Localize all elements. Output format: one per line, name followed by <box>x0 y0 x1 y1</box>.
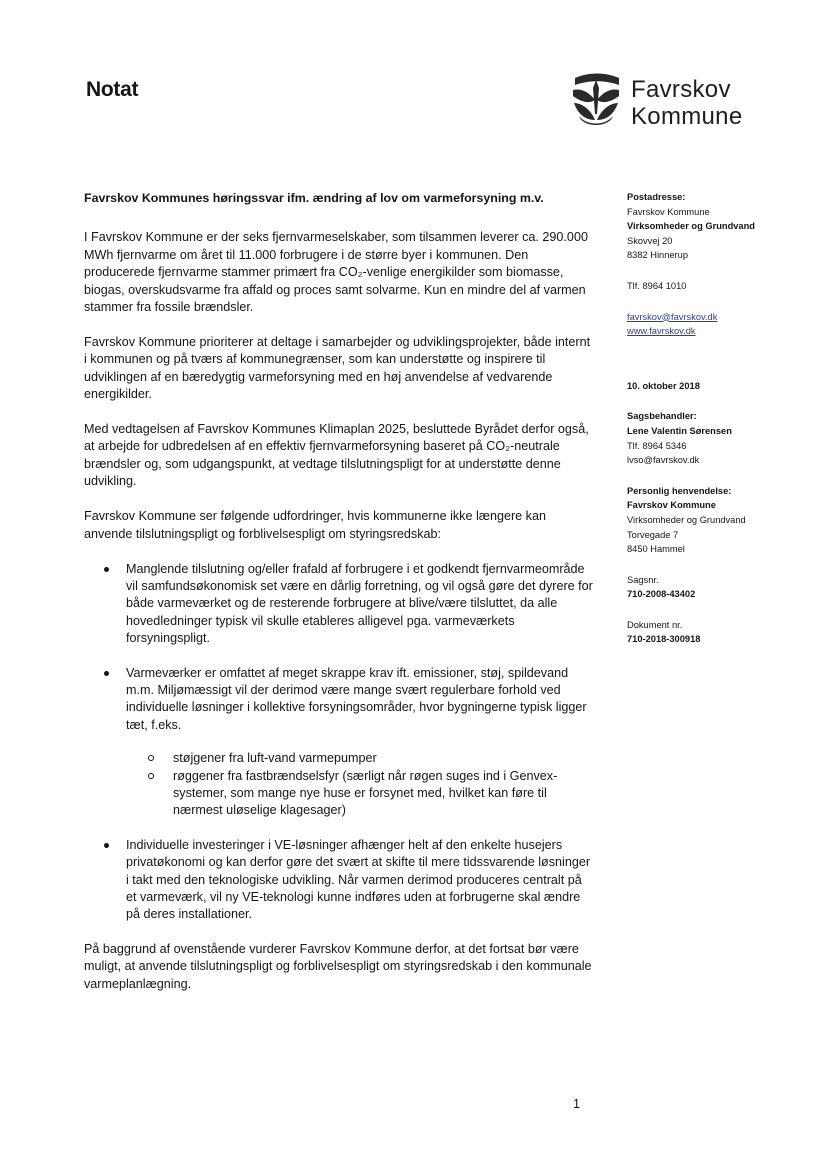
logo-line-2: Kommune <box>631 103 743 130</box>
document-number-label: Dokument nr. <box>627 619 683 630</box>
letter-heading: Favrskov Kommunes høringssvar ifm. ændring af lov om varmeforsyning m.v. <box>84 191 544 205</box>
document-type-title: Notat <box>86 78 139 101</box>
visit-line: 8450 Hammel <box>627 544 685 555</box>
postal-line: 8382 Hinnerup <box>627 250 688 261</box>
postal-label: Postadresse: <box>627 192 686 202</box>
postal-line: Favrskov Kommune <box>627 206 710 217</box>
sub-list <box>126 750 594 820</box>
sub-list-item: røggener fra fastbrændselsfyr (særligt når røgen suges ind i Genvex-systemer, som mange nye huse er forsynet med, hvilket kan føre til nærmest uløselige klagesager) <box>126 768 594 820</box>
case-number-label: Sagsnr. <box>627 574 659 585</box>
email-link[interactable]: favrskov@favrskov.dk <box>627 311 718 322</box>
bullet-text-3: Individuelle investeringer i VE-løsninger afhænger helt af den enkelte husejers privatøkonomi og kan derfor gøre det svært at skifte til mere tidssvarende løsninger i takt med den teknologiske udvikling. Når varmen derimod produceres centralt på et varmeværk, vil ny VE-teknologi kunne indføres uden at forbrugerne skal ændre på deres installationer. <box>126 837 591 922</box>
favrskov-logo <box>569 70 769 134</box>
letter-body <box>84 190 594 1011</box>
bullet-text-1: Manglende tilslutning og/eller frafald af forbrugere i et godkendt fjernvarmeområde vil samfundsøkonomisk set være en dårlig forretning, og vil også gøre det dyrere for både varmeværket og de resterende forbrugere at blive/være tilsluttet, da alle hovedledninger typisk vil skulle etableres alligevel pga. varmeværkets forsyningspligt. <box>126 561 593 646</box>
visit-line: Virksomheder og Grundvand <box>627 514 746 525</box>
phone-number: Tlf. 8964 1010 <box>627 280 687 291</box>
logo-line-1: Favrskov <box>631 76 731 103</box>
postal-address <box>627 190 817 263</box>
document-number: 710-2018-300918 <box>627 634 701 645</box>
postal-line: Skovvej 20 <box>627 235 673 246</box>
postal-line: Virksomheder og Grundvand <box>627 221 755 232</box>
sub-list-item: støjgener fra luft-vand varmepumper <box>126 750 594 767</box>
paragraph-2: Favrskov Kommune prioriterer at deltage i samarbejder og udviklingsprojekter, både internt i kommunen og på tværs af kommunegrænser, som kan understøtte og inspirere til udviklingen af en bæredygtig varmeforsyning med en høj anvendelse af vedvarende energikilder. <box>84 334 591 402</box>
logo-wordmark <box>631 76 742 130</box>
letter-date: 10. oktober 2018 <box>627 380 700 391</box>
challenge-list <box>84 561 594 924</box>
visit-line: Torvegade 7 <box>627 529 679 540</box>
paragraph-1: I Favrskov Kommune er der seks fjernvarmeselskaber, som tilsammen leverer ca. 290.000 MWh fjernvarme om året til 11.000 forbrugere i de større byer i kommunen. Den producerede fjernvarme stammer primært fra CO₂-venlige energikilder som biomasse, biogas, overskudsvarme fra affald og proces samt solvarme. Kun en mindre del af varmen stammer fra fossile brændsler. <box>84 230 588 315</box>
list-item <box>84 665 594 820</box>
page-number: 1 <box>573 1097 580 1111</box>
case-number: 710-2008-43402 <box>627 589 696 600</box>
website-link[interactable]: www.favrskov.dk <box>627 326 696 337</box>
paragraph-4: Favrskov Kommune ser følgende udfordringer, hvis kommunerne ikke længere kan anvende tilslutningspligt og forblivelsespligt om styringsredskab: <box>84 509 546 541</box>
paragraph-3: Med vedtagelsen af Favrskov Kommunes Klimaplan 2025, besluttede Byrådet derfor også, at arbejde for udbredelsen af en effektiv fjernvarmeforsyning baseret på CO₂-neutrale brændsler og, som udgangspunkt, at vedtage tilslutningspligt for at understøtte denne udvikling. <box>84 422 589 489</box>
visit-line: Favrskov Kommune <box>627 500 716 511</box>
visiting-address <box>627 484 817 557</box>
sidebar-contact <box>627 190 817 647</box>
handler-email: lvso@favrskov.dk <box>627 455 700 466</box>
paragraph-5: På baggrund af ovenstående vurderer Favrskov Kommune derfor, at det fortsat bør være muligt, at anvende tilslutningspligt og forblivelsespligt om styringsredskab i den kommunale varmeplanlægning. <box>84 941 592 991</box>
handler-label: Sagsbehandler: <box>627 411 697 422</box>
case-handler <box>627 409 817 467</box>
list-item <box>84 561 594 648</box>
bullet-text-2: Varmeværker er omfattet af meget skrappe krav ift. emissioner, støj, spildevand m.m. Miljømæssigt vil der derimod være mange svært regulerbare forhold ved individuelle løsninger i kollektive forsyningsområder, hvor bygningerne typisk ligger tæt, f.eks. <box>126 665 587 732</box>
list-item <box>84 837 594 924</box>
visit-label: Personlig henvendelse: <box>627 485 732 496</box>
handler-name: Lene Valentin Sørensen <box>627 425 732 436</box>
handler-phone: Tlf. 8964 5346 <box>627 440 687 451</box>
favrskov-emblem-icon <box>569 70 623 132</box>
